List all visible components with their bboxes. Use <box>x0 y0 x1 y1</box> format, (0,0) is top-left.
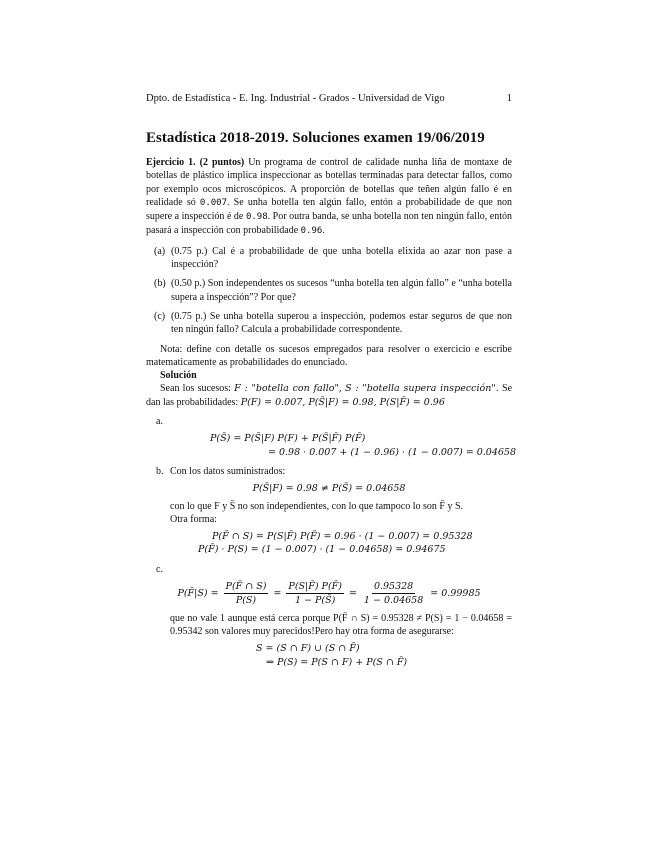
part-label: (b) <box>154 278 166 290</box>
statement-part-4: . <box>322 225 325 237</box>
fraction-1 <box>224 580 269 608</box>
equation-a-line2: = 0.98 · 0.007 + (1 − 0.96) · (1 − 0.007) = 0.04658 <box>268 446 516 458</box>
document-body <box>146 156 516 673</box>
equation-c-5: ⇒ P(S) = P(S ∩ F) + P(S ∩ F̄) <box>266 656 408 668</box>
fraction-numerator: P(S|F̄) P(F̄) <box>286 580 344 594</box>
statement-part-2: . Se unha botella ten algún fallo, entón a probabilidade de que non supere a inspección é de <box>146 196 513 223</box>
question-part-b <box>146 277 512 304</box>
statement-part-1: Un programa de control de calidade nunha liña de montaxe de botellas de plástico implica inspeccionar as botellas terminadas para detectar fallos, como por exemplo ocos microscópicos. A proporción de botellas que teñen algún fallo é en realidade só <box>146 157 512 208</box>
page-number: 1 <box>506 93 512 104</box>
fraction-denominator: 1 − 0.04658 <box>363 595 424 607</box>
equation-c-result: = 0.99985 <box>430 588 481 600</box>
question-part-c <box>146 310 512 337</box>
equation-b: P(S̄|F) = 0.98 ≠ P(S̄) = 0.04658 <box>252 483 406 495</box>
solution-heading: Solución <box>160 370 197 382</box>
solution-b <box>156 465 512 478</box>
fraction-numerator: 0.95328 <box>372 580 415 594</box>
solution-b-conclusion: con lo que F y S̄ no son independientes, con lo que tampoco lo son F̄ y S. <box>170 500 464 512</box>
solution-c-label: c. <box>156 563 163 575</box>
question-part-a <box>146 245 512 272</box>
solution-a-label: a. <box>156 416 163 428</box>
fraction-numerator: P(F̄ ∩ S) <box>224 580 269 594</box>
value-p-fail: 0.007 <box>199 197 227 208</box>
question-parts <box>146 245 512 337</box>
solution-c-comment: que no vale 1 aunque está cerca porque P(F̄ ∩ S) = 0.95328 ≠ P(S) = 1 − 0.04658 = 0.95342 son valores muy parecidos!Pero hay otra forma de asegurarse: <box>170 612 512 637</box>
equation-c-lhs: P(F̄|S) = <box>177 588 219 600</box>
page-header <box>146 93 512 104</box>
part-text: (0.75 p.) Cal é a probabilidade de que unha botella elixida ao azar non pase a inspección? <box>171 245 512 271</box>
equation-a-line1: P(S̄) = P(S̄|F) P(F) + P(S̄|F̄) P(F̄) <box>210 433 366 445</box>
intro-text: Sean los sucesos: <box>160 383 231 395</box>
header-department: Dpto. de Estadística - E. Ing. Industrial - Grados - Universidad de Vigo <box>146 93 445 104</box>
equation-c-4: S = (S ∩ F) ∪ (S ∩ F̄) <box>256 643 360 655</box>
equation-b-3: P(F̄) · P(S) = (1 − 0.007) · (1 − 0.04658) = 0.94675 <box>198 544 446 556</box>
equals-sign: = <box>348 588 357 600</box>
exercise-note: Nota: define con detalle os sucesos empregados para resolver o exercicio e escribe matematicamente as probabilidades do enunciado. <box>146 343 512 368</box>
part-label: (a) <box>154 245 166 257</box>
solution-b-other-equations <box>146 530 512 557</box>
exercise-statement <box>146 156 512 239</box>
exercise-heading: Ejercicio 1. (2 puntos) <box>146 157 245 168</box>
solution-b-label: b. <box>156 465 164 477</box>
intro-text-2: Se dan las probabilidades: <box>146 383 513 408</box>
solution-b-intro: Con los datos suministrados: <box>170 465 286 477</box>
solution-c-equation <box>146 580 512 608</box>
solution-a-equations <box>146 432 516 459</box>
equals-sign: = <box>273 588 282 600</box>
fraction-denominator: P(S) <box>235 595 257 607</box>
event-f: F : "botella con fallo", <box>234 383 342 395</box>
solution-b-other: Otra forma: <box>170 513 217 525</box>
fraction-3 <box>362 580 425 608</box>
statement-part-3: . Por outra banda, se unha botella non ten ningún fallo, entón pasará a inspección con probabilidade <box>146 211 512 237</box>
part-text: (0.75 p.) Se unha botella superou a inspección, podemos estar seguros de que non ten ningún fallo? Calcula a probabilidade correspondente. <box>171 310 512 336</box>
part-label: (c) <box>154 310 166 322</box>
solution-b-equation <box>146 482 512 495</box>
event-s: S : "botella supera inspección". <box>345 383 499 395</box>
solution-intro <box>146 382 512 409</box>
solution-c-final-equations <box>146 642 512 669</box>
equation-b-2: P(F̄ ∩ S) = P(S|F̄) P(F̄) = 0.96 · (1 − 0.007) = 0.95328 <box>212 531 473 543</box>
fraction-denominator: 1 − P(S̄) <box>295 595 336 607</box>
part-text: (0.50 p.) Son independentes os sucesos “unha botella ten algún fallo” e “unha botella supera a inspección”? Por que? <box>171 278 512 303</box>
value-p-pass: 0.96 <box>300 226 323 237</box>
value-p-detect: 0.98 <box>245 212 268 223</box>
fraction-2 <box>286 580 344 608</box>
given-probabilities: P(F) = 0.007, P(S̄|F) = 0.98, P(S|F̄) = 0.96 <box>240 396 445 408</box>
document-title: Estadística 2018-2019. Soluciones examen 19/06/2019 <box>146 130 485 146</box>
